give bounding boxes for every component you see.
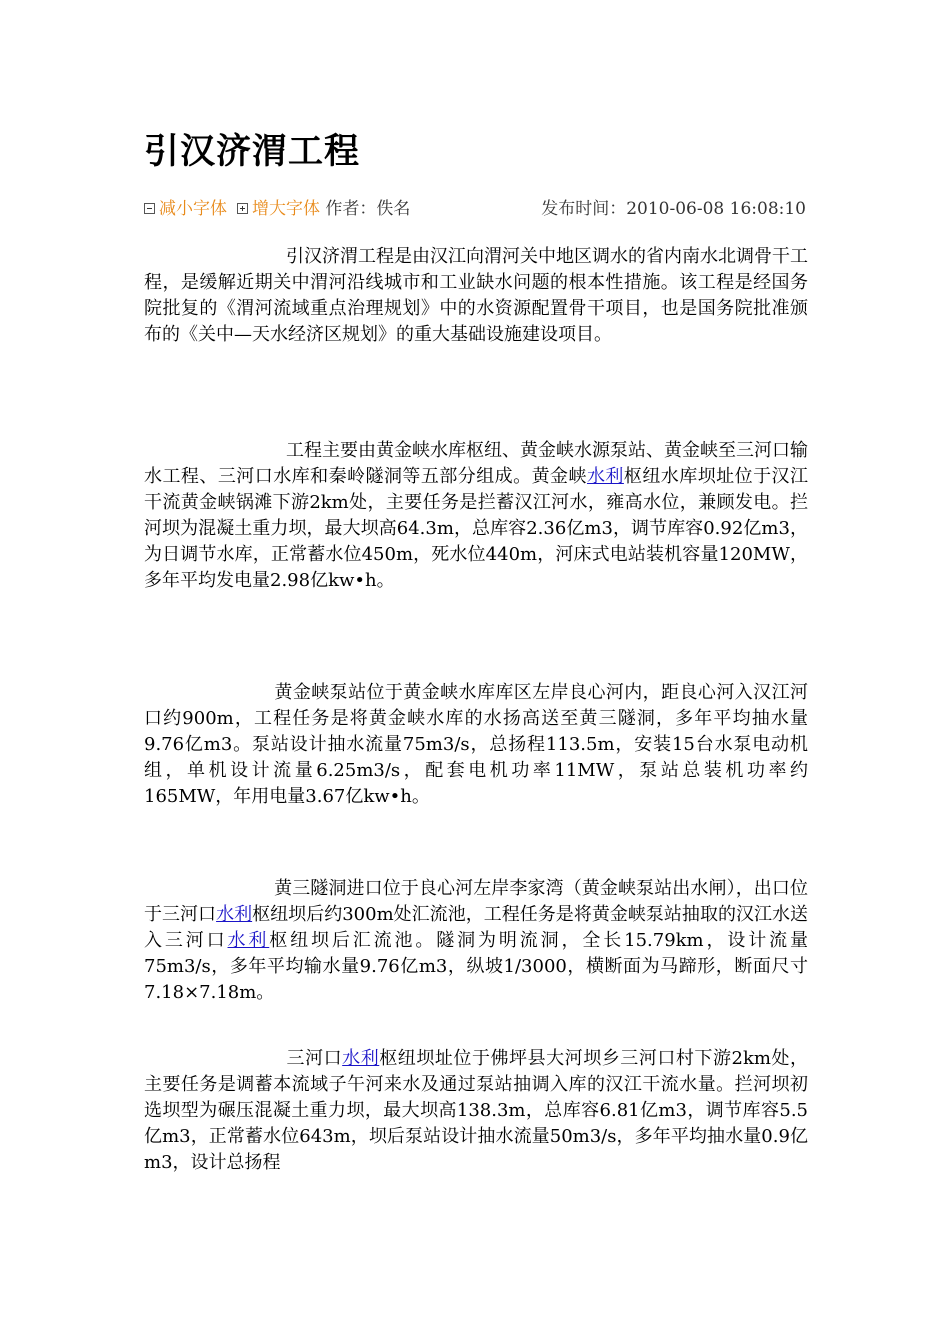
author-label: 作者： (325, 199, 377, 219)
paragraph-5-text-a: 三河口 (286, 1048, 343, 1069)
paragraph-4-text-c: 枢纽坝后汇流池。隧洞为明流洞，全长15.79km，设计流量75m3/s，多年平均输水量9.76亿m3，纵坡1/3000，横断面为马蹄形，断面尺寸7.18×7.18m。 (144, 930, 808, 1003)
paragraph-1-text: 引汉济渭工程是由汉江向渭河关中地区调水的省内南水北调骨干工程，是缓解近期关中渭河沿线城市和工业缺水问题的根本性措施。该工程是经国务院批复的《渭河流域重点治理规划》中的水资源配置骨干项目，也是国务院批准颁布的《关中—天水经济区规划》的重大基础设施建设项目。 (144, 246, 808, 345)
paragraph-4-text-a: 黄三隧洞进口位于良心河左岸李家湾（黄金峡泵站出水闸），出口位于三河口 (144, 878, 808, 925)
paragraph-1 (144, 244, 808, 348)
plus-box-icon[interactable] (237, 203, 248, 214)
paragraph-2 (144, 438, 808, 594)
minus-box-icon[interactable] (144, 203, 155, 214)
paragraph-2-text-a: 工程主要由黄金峡水库枢纽、黄金峡水源泵站、黄金峡至三河口输水工程、三河口水库和秦岭隧洞等五部分组成。黄金峡 (144, 440, 808, 487)
water-conservancy-link[interactable]: 水利 (342, 1048, 380, 1069)
water-conservancy-link[interactable]: 水利 (227, 930, 270, 951)
paragraph-4-text-b: 枢纽坝后约300m处汇流池，工程任务是将黄金峡泵站抽取的汉江水送入三河口 (144, 904, 809, 951)
article-meta (144, 196, 808, 222)
paragraph-3-text: 黄金峡泵站位于黄金峡水库库区左岸良心河内，距良心河入汉江河口约900m，工程任务是将黄金峡水库的水扬高送至黄三隧洞，多年平均抽水量9.76亿m3。泵站设计抽水流量75m3/s，总扬程113.5m，安装15台水泵电动机组，单机设计流量6.25m3/s，配套电机功率11MW，泵站总装机功率约165MW，年用电量3.67亿kw•h。 (144, 682, 808, 807)
paragraph-4 (144, 876, 808, 1006)
publish-label: 发布时间： (541, 199, 627, 219)
increase-font-button[interactable]: 增大字体 (252, 199, 320, 219)
paragraph-3 (144, 680, 808, 810)
page-title: 引汉济渭工程 (144, 132, 361, 172)
water-conservancy-link[interactable]: 水利 (586, 466, 624, 487)
paragraph-2-text-b: 枢纽水库坝址位于汉江干流黄金峡锅滩下游2km处，主要任务是拦蓄汉江河水，雍高水位，兼顾发电。拦河坝为混凝土重力坝，最大坝高64.3m，总库容2.36亿m3，调节库容0.92亿m3，为日调节水库，正常蓄水位450m，死水位440m，河床式电站装机容量120MW，多年平均发电量2.98亿kw•h。 (144, 466, 809, 591)
paragraph-5-text-b: 枢纽坝址位于佛坪县大河坝乡三河口村下游2km处，主要任务是调蓄本流域子午河来水及通过泵站抽调入库的汉江干流水量。拦河坝初选坝型为碾压混凝土重力坝，最大坝高138.3m，总库容6.81亿m3，调节库容5.5亿m3，正常蓄水位643m，坝后泵站设计抽水流量50m3/s，多年平均抽水量0.9亿m3，设计总扬程 (144, 1048, 809, 1173)
publish-time (541, 196, 806, 222)
decrease-font-button[interactable]: 减小字体 (159, 199, 227, 219)
paragraph-5 (144, 1046, 808, 1176)
water-conservancy-link[interactable]: 水利 (216, 904, 253, 925)
author-name: 佚名 (376, 199, 411, 219)
publish-datetime: 2010-06-08 16:08:10 (626, 199, 806, 219)
